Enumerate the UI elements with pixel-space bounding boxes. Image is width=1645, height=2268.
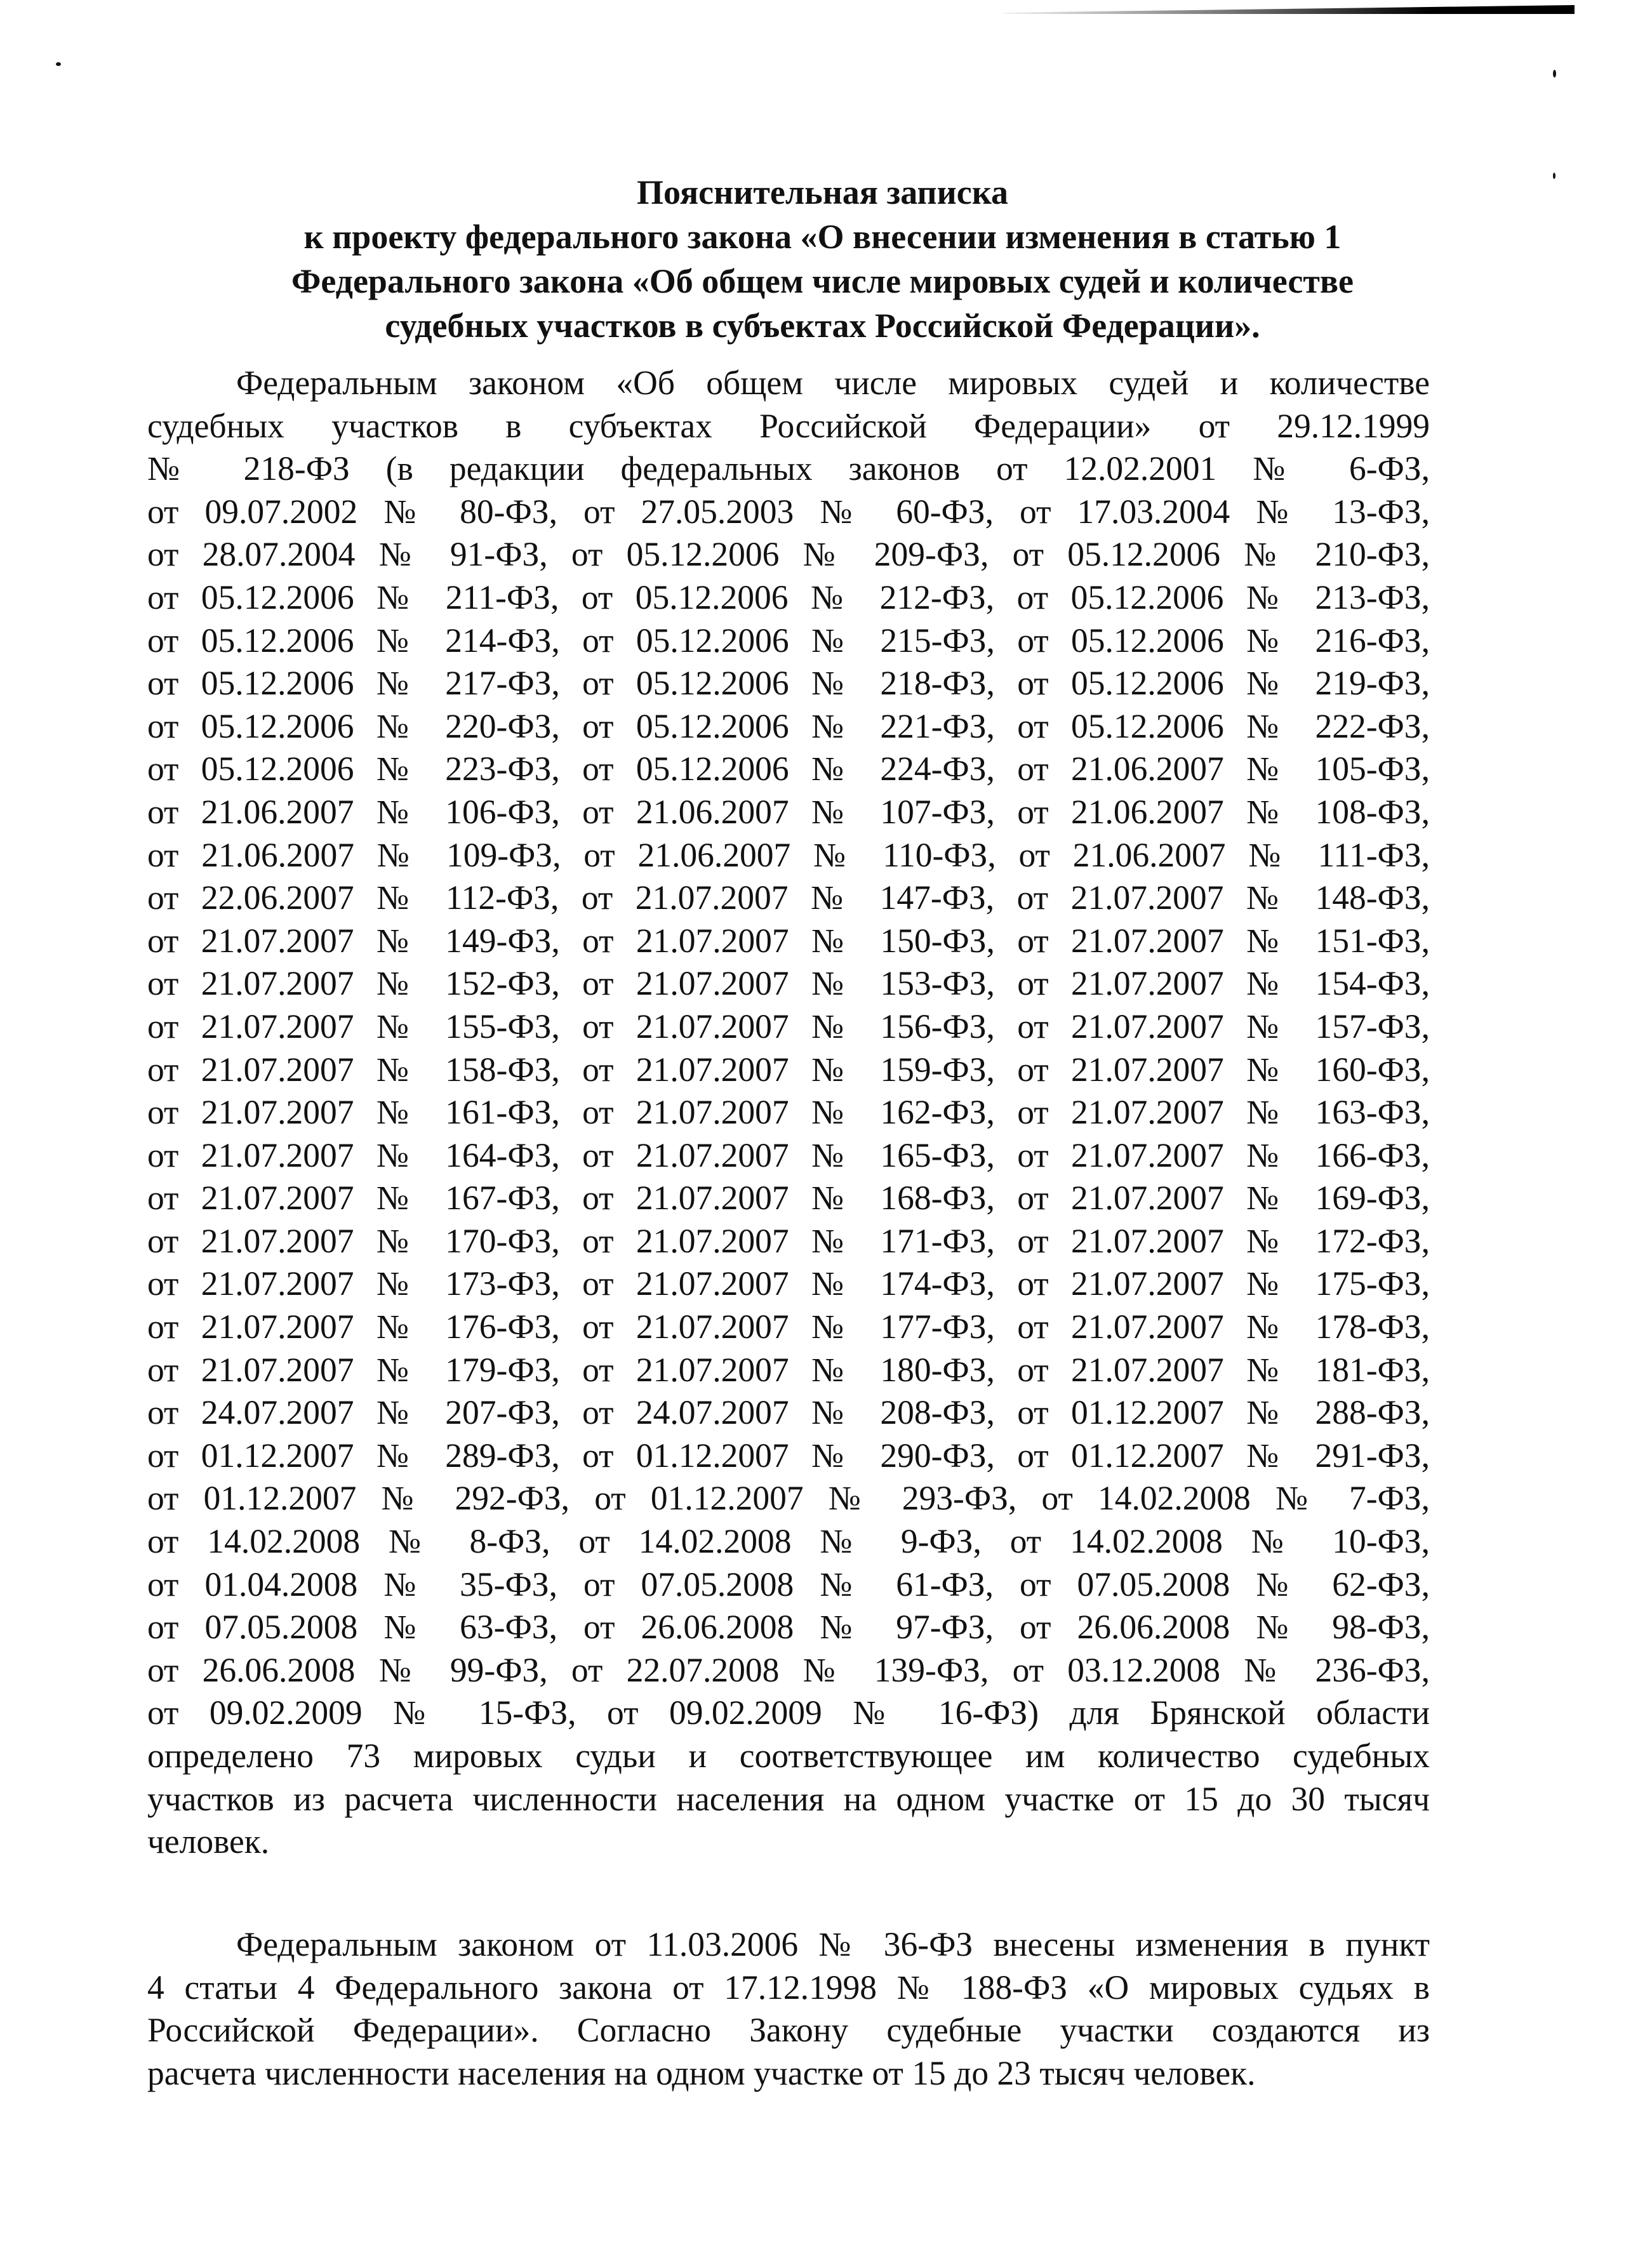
text-line: от 21.07.2007 № 161-ФЗ, от 21.07.2007 № 162-ФЗ, от 21.07.2007 № 163-ФЗ, xyxy=(147,1093,1430,1132)
scan-speck xyxy=(1553,70,1556,77)
text-line: от 21.07.2007 № 155-ФЗ, от 21.07.2007 № 156-ФЗ, от 21.07.2007 № 157-ФЗ, xyxy=(147,1007,1430,1045)
text-line: расчета численности населения на одном участке от 15 до 23 тысяч человек. xyxy=(147,2053,1256,2092)
text-line: от 22.06.2007 № 112-ФЗ, от 21.07.2007 № 147-ФЗ, от 21.07.2007 № 148-ФЗ, xyxy=(147,879,1430,917)
title-line: Федерального закона «Об общем числе мировых судей и количестве xyxy=(291,262,1354,300)
text-line: Российской Федерации». Согласно Закону судебные участки создаются из xyxy=(147,2011,1430,2050)
text-line: участков из расчета численности населения на одном участке от 15 до 30 тысяч xyxy=(147,1779,1430,1818)
text-line: от 21.06.2007 № 106-ФЗ, от 21.06.2007 № 107-ФЗ, от 21.06.2007 № 108-ФЗ, xyxy=(147,792,1430,831)
text-line: от 21.07.2007 № 176-ФЗ, от 21.07.2007 № 177-ФЗ, от 21.07.2007 № 178-ФЗ, xyxy=(147,1308,1430,1346)
text-line: от 01.04.2008 № 35-ФЗ, от 07.05.2008 № 61-ФЗ, от 07.05.2008 № 62-ФЗ, xyxy=(147,1565,1430,1603)
text-line: от 05.12.2006 № 223-ФЗ, от 05.12.2006 № 224-ФЗ, от 21.06.2007 № 105-ФЗ, xyxy=(147,750,1430,788)
text-line: от 24.07.2007 № 207-ФЗ, от 24.07.2007 № 208-ФЗ, от 01.12.2007 № 288-ФЗ, xyxy=(147,1393,1430,1432)
text-line: от 21.06.2007 № 109-ФЗ, от 21.06.2007 № 110-ФЗ, от 21.06.2007 № 111-ФЗ, xyxy=(147,835,1430,874)
text-line: от 01.12.2007 № 292-ФЗ, от 01.12.2007 № 293-ФЗ, от 14.02.2008 № 7-ФЗ, xyxy=(147,1479,1430,1518)
text-line: от 21.07.2007 № 152-ФЗ, от 21.07.2007 № 153-ФЗ, от 21.07.2007 № 154-ФЗ, xyxy=(147,964,1430,1003)
paragraph-2 xyxy=(147,1923,1430,2095)
text-line: Федеральным законом «Об общем числе мировых судей и количестве xyxy=(236,364,1430,402)
text-line: от 21.07.2007 № 173-ФЗ, от 21.07.2007 № 174-ФЗ, от 21.07.2007 № 175-ФЗ, xyxy=(147,1264,1430,1303)
paragraph-1 xyxy=(147,362,1430,1949)
text-line: от 21.07.2007 № 179-ФЗ, от 21.07.2007 № 180-ФЗ, от 21.07.2007 № 181-ФЗ, xyxy=(147,1350,1430,1389)
text-line: от 21.07.2007 № 167-ФЗ, от 21.07.2007 № 168-ФЗ, от 21.07.2007 № 169-ФЗ, xyxy=(147,1179,1430,1217)
text-line: Федеральным законом от 11.03.2006 № 36-ФЗ внесены изменения в пункт xyxy=(236,1925,1430,1963)
text-line: от 07.05.2008 № 63-ФЗ, от 26.06.2008 № 97-ФЗ, от 26.06.2008 № 98-ФЗ, xyxy=(147,1608,1430,1647)
scan-speck xyxy=(56,62,61,66)
text-line: судебных участков в субъектах Российской Федерации» от 29.12.1999 xyxy=(147,406,1430,445)
document-title xyxy=(0,170,1645,348)
text-line: от 21.07.2007 № 149-ФЗ, от 21.07.2007 № 150-ФЗ, от 21.07.2007 № 151-ФЗ, xyxy=(147,921,1430,960)
text-line: от 05.12.2006 № 220-ФЗ, от 05.12.2006 № 221-ФЗ, от 05.12.2006 № 222-ФЗ, xyxy=(147,706,1430,745)
text-line: от 05.12.2006 № 211-ФЗ, от 05.12.2006 № 212-ФЗ, от 05.12.2006 № 213-ФЗ, xyxy=(147,578,1430,616)
text-line: 4 статьи 4 Федерального закона от 17.12.1998 № 188-ФЗ «О мировых судьях в xyxy=(147,1968,1430,2006)
title-line: судебных участков в субъектах Российской Федерации». xyxy=(385,307,1260,345)
text-line: от 01.12.2007 № 289-ФЗ, от 01.12.2007 № 290-ФЗ, от 01.12.2007 № 291-ФЗ, xyxy=(147,1436,1430,1475)
title-line: к проекту федерального закона «О внесении изменения в статью 1 xyxy=(303,218,1342,256)
text-line: от 21.07.2007 № 158-ФЗ, от 21.07.2007 № 159-ФЗ, от 21.07.2007 № 160-ФЗ, xyxy=(147,1050,1430,1089)
text-line: от 21.07.2007 № 164-ФЗ, от 21.07.2007 № 165-ФЗ, от 21.07.2007 № 166-ФЗ, xyxy=(147,1136,1430,1174)
text-line: определено 73 мировых судьи и соответствующее им количество судебных xyxy=(147,1737,1430,1775)
text-line: от 26.06.2008 № 99-ФЗ, от 22.07.2008 № 139-ФЗ, от 03.12.2008 № 236-ФЗ, xyxy=(147,1650,1430,1689)
text-line: от 09.07.2002 № 80-ФЗ, от 27.05.2003 № 60-ФЗ, от 17.03.2004 № 13-ФЗ, xyxy=(147,492,1430,531)
text-line xyxy=(147,1864,1430,1907)
title-line: Пояснительная записка xyxy=(636,173,1009,211)
text-line: от 14.02.2008 № 8-ФЗ, от 14.02.2008 № 9-ФЗ, от 14.02.2008 № 10-ФЗ, xyxy=(147,1522,1430,1561)
text-line: человек. xyxy=(147,1822,270,1861)
text-line: от 05.12.2006 № 217-ФЗ, от 05.12.2006 № 218-ФЗ, от 05.12.2006 № 219-ФЗ, xyxy=(147,664,1430,703)
text-line: от 21.07.2007 № 170-ФЗ, от 21.07.2007 № 171-ФЗ, от 21.07.2007 № 172-ФЗ, xyxy=(147,1221,1430,1260)
text-line: от 09.02.2009 № 15-ФЗ, от 09.02.2009 № 16-ФЗ) для Брянской области xyxy=(147,1694,1430,1732)
text-line: от 28.07.2004 № 91-ФЗ, от 05.12.2006 № 209-ФЗ, от 05.12.2006 № 210-ФЗ, xyxy=(147,535,1430,574)
scan-artifact-bar xyxy=(1003,5,1575,14)
text-line: № 218-ФЗ (в редакции федеральных законов от 12.02.2001 № 6-ФЗ, xyxy=(147,449,1430,488)
text-line: от 05.12.2006 № 214-ФЗ, от 05.12.2006 № 215-ФЗ, от 05.12.2006 № 216-ФЗ, xyxy=(147,621,1430,660)
